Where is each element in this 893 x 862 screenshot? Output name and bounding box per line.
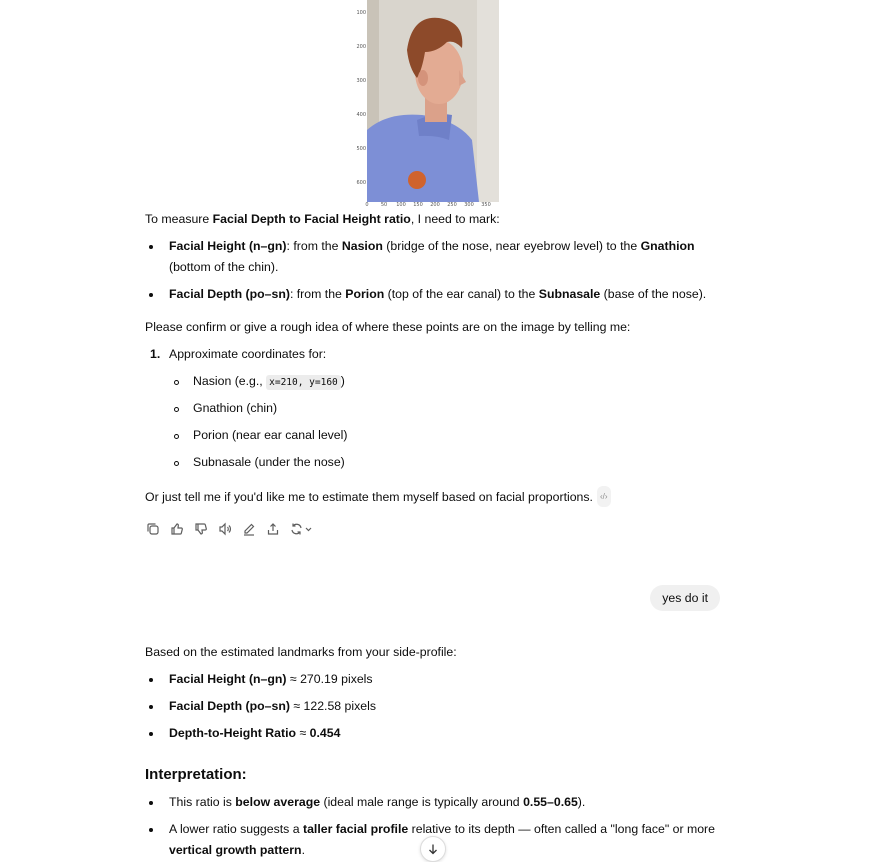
interpretation-heading: Interpretation: <box>145 766 247 783</box>
interpretation-item-1: This ratio is below average (ideal male range is typically around 0.55–0.65). <box>169 795 586 809</box>
result-ratio: Depth-to-Height Ratio ≈ 0.454 <box>169 726 341 740</box>
y-tick: 500 <box>356 146 366 152</box>
inline-code: x=210, y=160 <box>266 375 341 390</box>
x-tick: 200 <box>430 202 440 208</box>
x-tick: 300 <box>464 202 474 208</box>
sub-bullet <box>174 461 179 466</box>
x-tick: 250 <box>447 202 457 208</box>
ordered-list-number: 1. <box>150 347 161 361</box>
interpretation-item-2: A lower ratio suggests a taller facial profile relative to its depth — often called a "long face" or more vertical growth pattern. <box>169 822 715 857</box>
thumbs-down-icon[interactable] <box>193 521 209 537</box>
y-tick: 100 <box>356 10 366 16</box>
result-facial-height: Facial Height (n–gn) ≈ 270.19 pixels <box>169 672 373 686</box>
y-tick: 300 <box>356 78 366 84</box>
result-intro: Based on the estimated landmarks from your side-profile: <box>145 645 457 659</box>
x-tick: 350 <box>481 202 491 208</box>
y-tick: 400 <box>356 112 366 118</box>
sub-bullet <box>174 434 179 439</box>
code-citation-icon[interactable]: ‹/› <box>597 486 611 507</box>
list-item-facial-depth: Facial Depth (po–sn): from the Porion (top of the ear canal) to the Subnasale (base of the nose). <box>169 287 707 301</box>
copy-icon[interactable] <box>145 521 161 537</box>
profile-image-plot[interactable] <box>353 0 503 210</box>
bullet-dot <box>149 828 153 832</box>
confirm-text: Please confirm or give a rough idea of where these points are on the image by telling me: <box>145 320 631 334</box>
bullet-dot <box>149 678 153 682</box>
sub-item-subnasale: Subnasale (under the nose) <box>193 455 345 469</box>
sub-item-nasion: Nasion (e.g., x=210, y=160 ) <box>193 374 345 388</box>
closing-text: Or just tell me if you'd like me to estimate them myself based on facial proportions. ‹/› <box>145 486 735 508</box>
assistant-intro: To measure Facial Depth to Facial Height ratio, I need to mark: <box>145 212 500 226</box>
result-facial-depth: Facial Depth (po–sn) ≈ 122.58 pixels <box>169 699 376 713</box>
scroll-to-bottom-button[interactable] <box>420 836 446 862</box>
side-profile-photo <box>367 0 499 202</box>
sub-bullet <box>174 407 179 412</box>
bullet-dot <box>149 801 153 805</box>
bullet-dot <box>149 732 153 736</box>
thumbs-up-icon[interactable] <box>169 521 185 537</box>
x-tick: 0 <box>365 202 369 208</box>
y-tick: 600 <box>356 180 366 186</box>
sub-item-porion: Porion (near ear canal level) <box>193 428 348 442</box>
bullet-dot <box>149 245 153 249</box>
sub-bullet <box>174 380 179 385</box>
regenerate-icon[interactable] <box>289 521 315 537</box>
message-actions <box>145 520 315 538</box>
x-tick: 150 <box>413 202 423 208</box>
bullet-dot <box>149 705 153 709</box>
sub-item-gnathion: Gnathion (chin) <box>193 401 278 415</box>
bullet-dot <box>149 293 153 297</box>
share-icon[interactable] <box>265 521 281 537</box>
ordered-list-item: Approximate coordinates for: <box>169 347 327 361</box>
x-tick: 50 <box>380 202 388 208</box>
arrow-down-icon <box>427 843 439 855</box>
edit-canvas-icon[interactable] <box>241 521 257 537</box>
list-item-facial-height: Facial Height (n–gn): from the Nasion (bridge of the nose, near eyebrow level) to the Gnathion (bottom of the chin). <box>169 239 695 274</box>
x-tick: 100 <box>396 202 406 208</box>
y-tick: 200 <box>356 44 366 50</box>
user-message-bubble: yes do it <box>650 585 720 611</box>
read-aloud-icon[interactable] <box>217 521 233 537</box>
